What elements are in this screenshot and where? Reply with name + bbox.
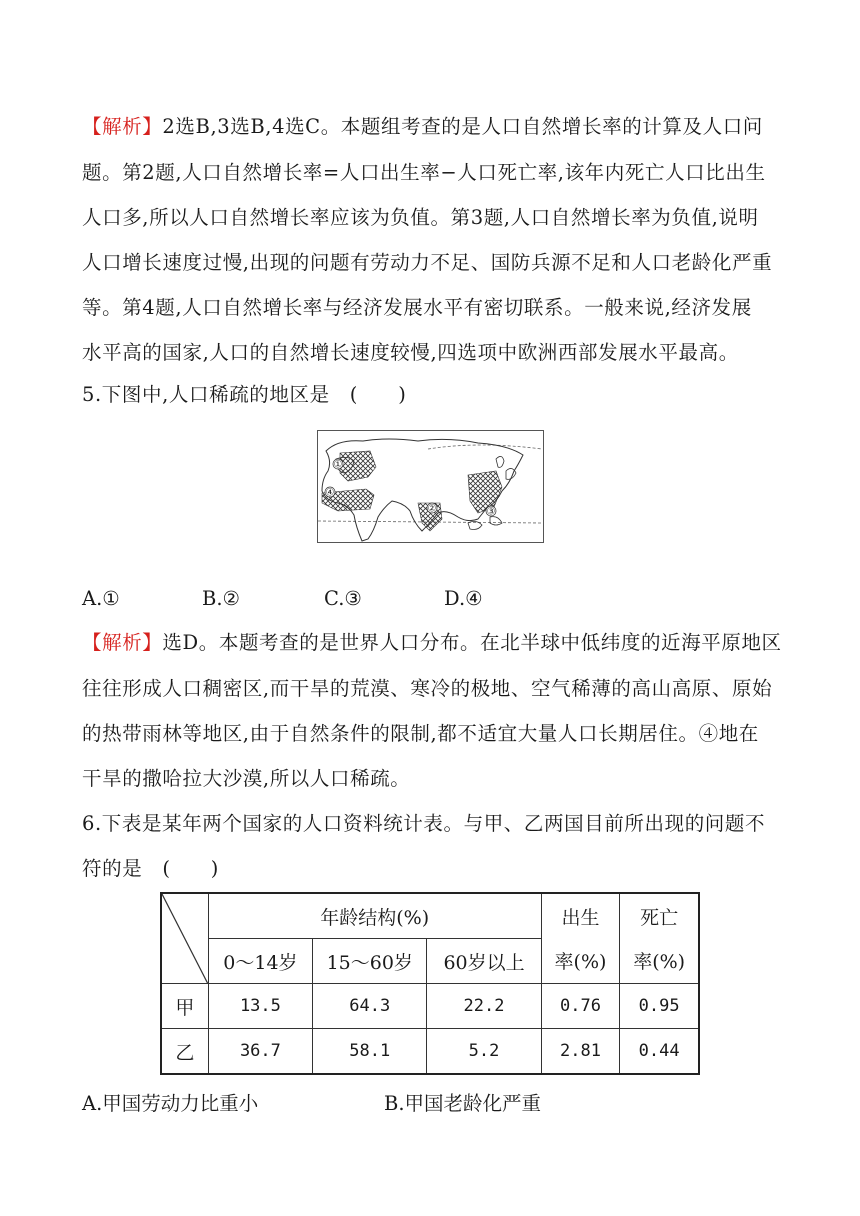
table-row — [161, 1029, 699, 1075]
table-row — [161, 984, 699, 1029]
age-col-0-14: 0～14岁 — [208, 939, 312, 984]
population-table — [160, 892, 700, 1075]
analysis1-line3: 人口多,所以人口自然增长率应该为负值。第3题,人口自然增长率为负值,说明 — [82, 206, 759, 229]
cell: 64.3 — [313, 984, 427, 1029]
cell: 0.95 — [620, 984, 699, 1029]
analysis1-line5: 等。第4题,人口自然增长率与经济发展水平有密切联系。一般来说,经济发展 — [82, 296, 752, 319]
marker-2: ② — [427, 503, 437, 515]
age-col-15-60: 15～60岁 — [313, 939, 427, 984]
cell: 2.81 — [541, 1029, 620, 1075]
analysis2-text1: 选D。本题考查的是世界人口分布。在北半球中低纬度的近海平原地区 — [162, 631, 782, 654]
age-col-60-plus: 60岁以上 — [427, 939, 541, 984]
cell: 36.7 — [208, 1029, 312, 1075]
cell: 22.2 — [427, 984, 541, 1029]
analysis2-line1 — [82, 631, 782, 655]
question5-stem: 5.下图中,人口稀疏的地区是 ( ) — [82, 383, 407, 406]
cell: 13.5 — [208, 984, 312, 1029]
q5-option-c[interactable]: C.③ — [324, 587, 362, 610]
q5-option-b[interactable]: B.② — [202, 587, 241, 610]
q5-option-d[interactable]: D.④ — [444, 587, 483, 610]
q6-option-a[interactable]: A.甲国劳动力比重小 — [82, 1092, 259, 1115]
analysis-tag: 【解析】 — [82, 115, 163, 138]
diagonal-line — [162, 894, 208, 984]
birth-rate-header-bottom: 率(%) — [541, 939, 620, 984]
world-map-image — [318, 431, 543, 542]
death-rate-header-bottom: 率(%) — [620, 939, 699, 984]
world-map — [317, 430, 544, 543]
marker-3: ③ — [486, 506, 496, 518]
analysis2-line3: 的热带雨林等地区,由于自然条件的限制,都不适宜大量人口长期居住。④地在 — [82, 722, 759, 745]
analysis1-text1: 2选B,3选B,4选C。本题组考查的是人口自然增长率的计算及人口问 — [162, 115, 763, 138]
country-name: 甲 — [161, 984, 208, 1029]
q5-option-a[interactable]: A.① — [82, 587, 120, 610]
analysis-tag: 【解析】 — [82, 631, 163, 654]
marker-1: ① — [333, 459, 343, 471]
question6-stem-line1: 6.下表是某年两个国家的人口资料统计表。与甲、乙两国目前所出现的问题不 — [82, 812, 766, 835]
analysis2-line2: 往往形成人口稠密区,而干旱的荒漠、寒冷的极地、空气稀薄的高山高原、原始 — [82, 677, 773, 700]
cell: 5.2 — [427, 1029, 541, 1075]
cell: 58.1 — [313, 1029, 427, 1075]
q6-option-b[interactable]: B.甲国老龄化严重 — [384, 1092, 542, 1115]
cell: 0.76 — [541, 984, 620, 1029]
analysis1-line2: 题。第2题,人口自然增长率=人口出生率−人口死亡率,该年内死亡人口比出生 — [82, 161, 766, 184]
table-corner-cell — [161, 893, 208, 984]
analysis1-line6: 水平高的国家,人口的自然增长速度较慢,四选项中欧洲西部发展水平最高。 — [82, 341, 739, 364]
death-rate-header-top: 死亡 — [620, 893, 699, 939]
analysis1-line4: 人口增长速度过慢,出现的问题有劳动力不足、国防兵源不足和人口老龄化严重 — [82, 251, 773, 274]
cell: 0.44 — [620, 1029, 699, 1075]
marker-4: ④ — [325, 487, 335, 499]
analysis2-line4: 干旱的撒哈拉大沙漠,所以人口稀疏。 — [82, 767, 411, 790]
country-name: 乙 — [161, 1029, 208, 1075]
age-structure-header: 年龄结构(%) — [208, 893, 541, 939]
analysis1-line1 — [82, 115, 763, 139]
birth-rate-header-top: 出生 — [541, 893, 620, 939]
question6-stem-line2: 符的是 ( ) — [82, 857, 220, 880]
